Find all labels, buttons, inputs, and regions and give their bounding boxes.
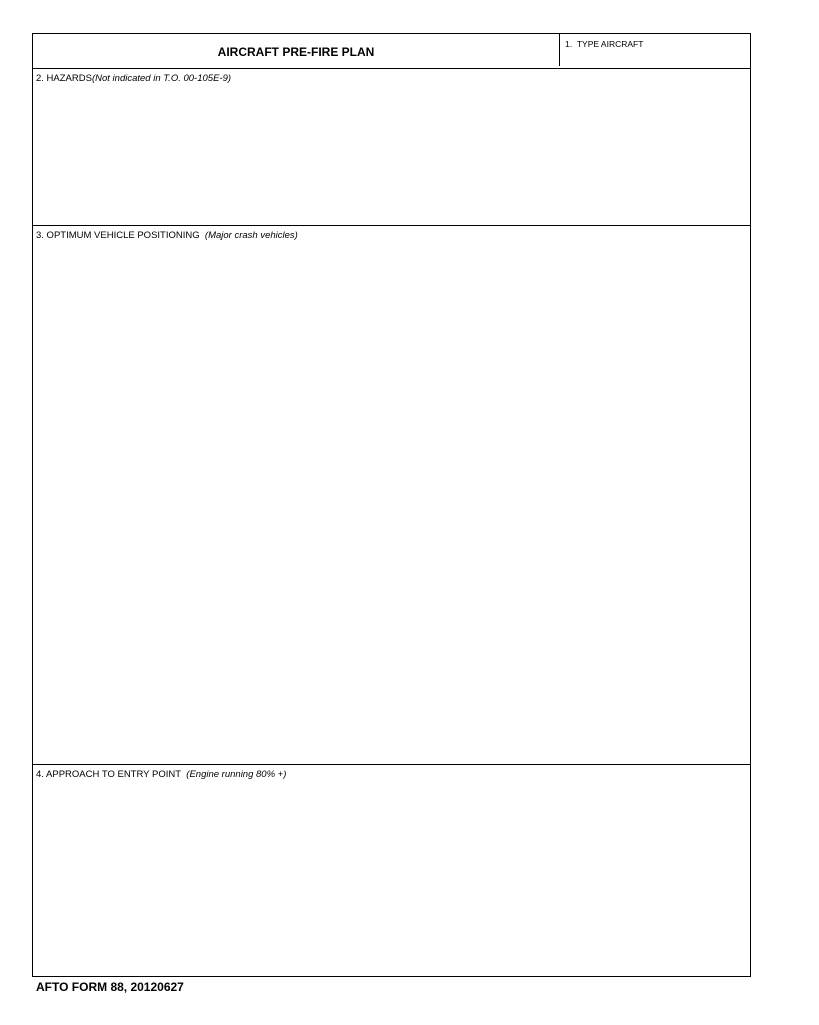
vehicle-positioning-label-text: 3. OPTIMUM VEHICLE POSITIONING: [36, 230, 200, 241]
hazards-note: (Not indicated in T.O. 00-105E-9): [91, 73, 232, 84]
approach-entry-note: (Engine running 80% +): [186, 769, 287, 780]
hazards-label: [36, 73, 231, 84]
title-cell: [33, 34, 559, 68]
vehicle-positioning-section: [33, 226, 750, 765]
vehicle-positioning-label: [36, 230, 298, 241]
approach-entry-label: [36, 769, 286, 780]
approach-entry-label-text: 4. APPROACH TO ENTRY POINT: [36, 769, 182, 780]
approach-entry-field[interactable]: [33, 783, 750, 976]
form-header: [33, 34, 750, 69]
hazards-section: [33, 69, 750, 226]
type-aircraft-number: 1.: [565, 39, 573, 49]
type-aircraft-label: [565, 39, 643, 49]
hazards-label-text: 2. HAZARDS: [36, 73, 92, 84]
type-aircraft-text: TYPE AIRCRAFT: [576, 39, 644, 49]
vehicle-positioning-field[interactable]: [33, 244, 750, 764]
pre-fire-plan-form: [32, 33, 751, 977]
form-footer-id: AFTO FORM 88, 20120627: [36, 980, 184, 994]
vehicle-positioning-note: (Major crash vehicles): [204, 230, 298, 241]
form-title: AIRCRAFT PRE-FIRE PLAN: [217, 45, 375, 59]
type-aircraft-field[interactable]: [559, 34, 750, 66]
approach-entry-section: [33, 765, 750, 976]
hazards-field[interactable]: [33, 87, 750, 225]
